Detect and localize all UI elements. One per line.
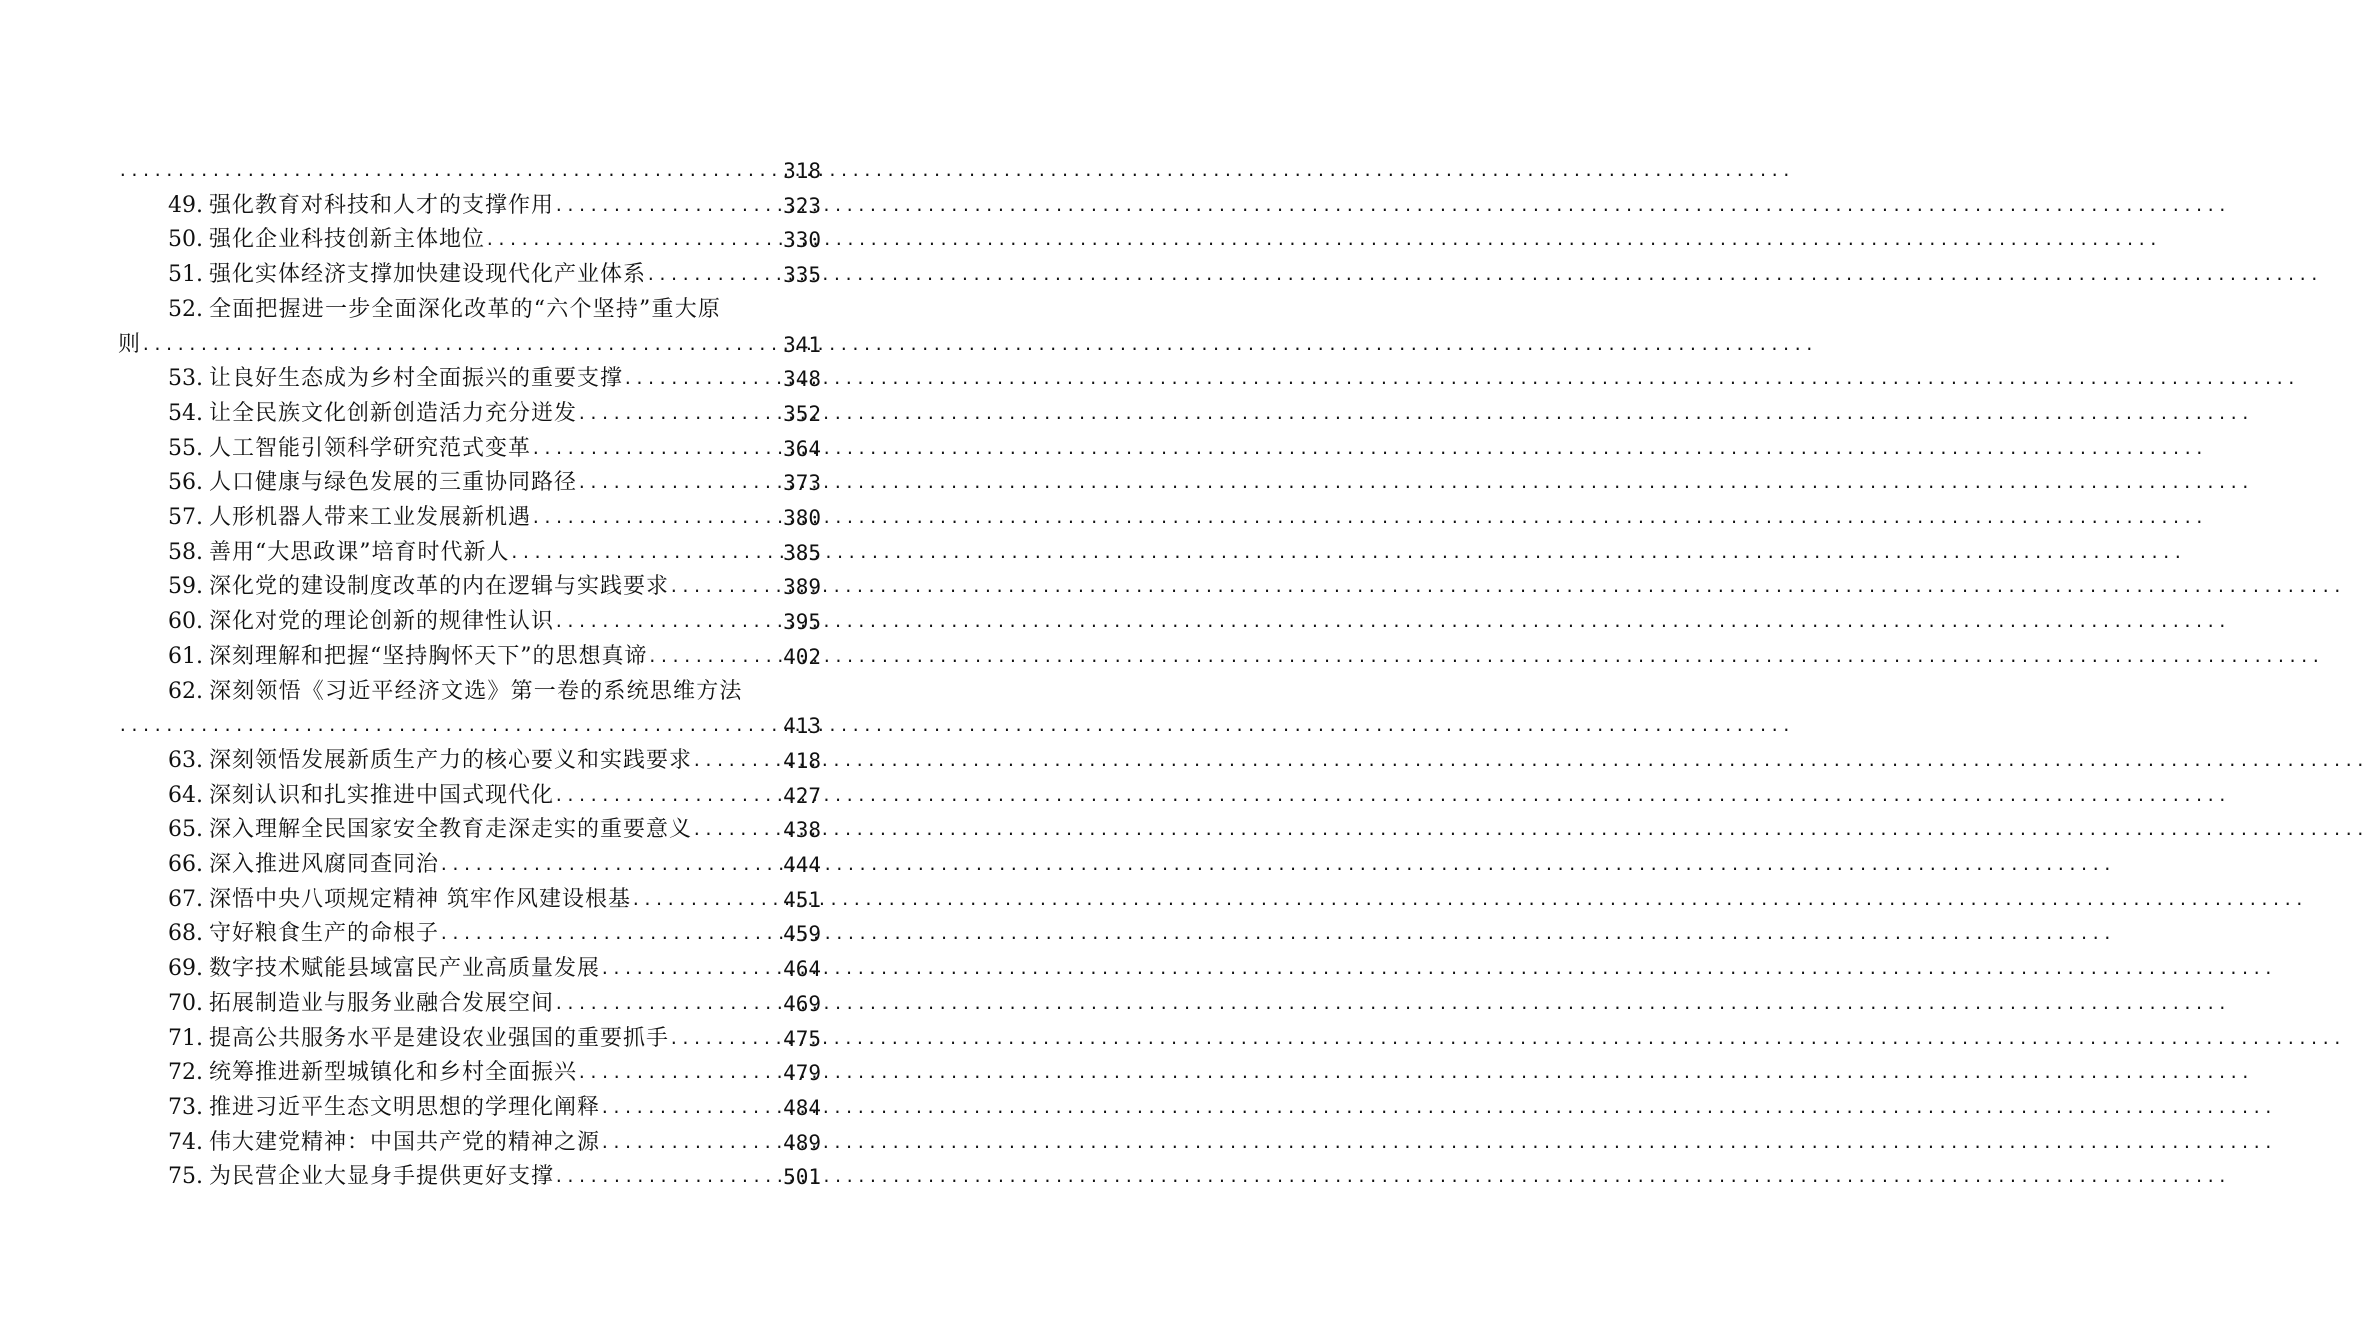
toc-dot-leader xyxy=(692,813,781,847)
toc-entry xyxy=(168,432,821,466)
toc-dot-leader xyxy=(141,328,781,362)
toc-dot-leader xyxy=(600,952,781,986)
toc-entry-number: 65. xyxy=(168,817,203,843)
toc-page-number: 373 xyxy=(783,471,821,496)
toc-entry-number: 75. xyxy=(168,1164,203,1190)
toc-page-number: 318 xyxy=(783,159,821,183)
toc-entry-title: 强化教育对科技和人才的支撑作用 xyxy=(209,192,555,218)
toc-entry-number: 64. xyxy=(168,782,203,808)
toc-entry-number: 60. xyxy=(168,609,203,635)
toc-dot-leader xyxy=(439,848,781,882)
toc-entry-number: 72. xyxy=(168,1060,203,1086)
toc-entry-title: 提高公共服务水平是建设农业强国的重要抓手 xyxy=(209,1025,670,1051)
toc-entry xyxy=(168,1022,821,1056)
toc-page-number: 330 xyxy=(783,228,821,253)
toc-entry-number: 54. xyxy=(168,400,203,426)
toc-entry xyxy=(168,258,821,292)
toc-entry-number: 68. xyxy=(168,921,203,947)
toc-dot-leader xyxy=(531,501,781,535)
toc-dot-leader xyxy=(577,397,781,431)
toc-entry-title: 让良好生态成为乡村全面振兴的重要支撑 xyxy=(209,366,624,392)
toc-page-number: 469 xyxy=(783,991,821,1016)
toc-entry-heading xyxy=(168,293,821,327)
toc-page-number: 427 xyxy=(783,783,821,808)
toc-entry xyxy=(168,570,821,604)
toc-entry-title: 深入理解全民国家安全教育走深走实的重要意义 xyxy=(209,817,693,843)
toc-page xyxy=(0,0,950,1344)
toc-entry xyxy=(168,466,821,500)
toc-dot-leader xyxy=(600,1091,781,1125)
toc-entry-title: 让全民族文化创新创造活力充分迸发 xyxy=(209,400,578,426)
toc-entry-title: 推进习近平生态文明思想的学理化阐释 xyxy=(209,1094,601,1120)
toc-dot-leader xyxy=(554,1160,781,1194)
toc-entry xyxy=(168,189,821,223)
toc-entry-number: 59. xyxy=(168,574,203,600)
toc-entry-continuation xyxy=(118,709,821,743)
toc-page-number: 323 xyxy=(783,193,821,218)
toc-entry-title: 深刻领悟发展新质生产力的核心要义和实践要求 xyxy=(209,747,693,773)
toc-entry xyxy=(168,813,821,847)
toc-entry xyxy=(168,1126,821,1160)
toc-page-number: 479 xyxy=(783,1061,821,1086)
toc-entry-number: 74. xyxy=(168,1129,203,1155)
toc-dot-leader xyxy=(631,883,781,917)
toc-entry-title: 人工智能引领科学研究范式变革 xyxy=(209,435,532,461)
toc-entry xyxy=(168,1091,821,1125)
toc-page-number: 335 xyxy=(783,263,821,288)
toc-page-number: 380 xyxy=(783,506,821,530)
toc-entry-heading xyxy=(168,675,821,709)
toc-dot-leader xyxy=(669,1022,781,1056)
toc-dot-leader xyxy=(554,987,781,1021)
toc-entry-number: 62. xyxy=(168,678,203,704)
toc-entry-number: 52. xyxy=(168,296,203,322)
toc-entry-title: 深刻领悟《习近平经济文选》第一卷的系统思维方法 xyxy=(209,678,743,704)
toc-entry-title: 则 xyxy=(118,331,142,357)
toc-entry-number: 58. xyxy=(168,539,203,565)
toc-dot-leader xyxy=(118,709,781,743)
toc-entry-title: 深刻认识和扎实推进中国式现代化 xyxy=(209,782,555,808)
toc-entry-title: 统筹推进新型城镇化和乡村全面振兴 xyxy=(209,1060,578,1086)
toc-entry xyxy=(168,1160,821,1194)
toc-page-number: 402 xyxy=(783,644,821,669)
toc-entry xyxy=(168,952,821,986)
toc-entry xyxy=(168,397,821,431)
toc-dot-leader xyxy=(554,779,781,813)
toc-entry-title: 守好粮食生产的命根子 xyxy=(209,921,440,947)
toc-entry-title: 深悟中央八项规定精神 筑牢作风建设根基 xyxy=(209,886,631,912)
toc-dot-leader xyxy=(669,570,781,604)
toc-dot-leader xyxy=(554,605,781,639)
toc-entry xyxy=(168,501,821,535)
toc-entry-title: 全面把握进一步全面深化改革的“六个坚持”重大原 xyxy=(209,296,722,322)
toc-entry-number: 49. xyxy=(168,192,203,218)
toc-page-number: 364 xyxy=(783,436,821,461)
toc-entry xyxy=(168,605,821,639)
toc-page-number: 459 xyxy=(783,922,821,947)
toc-dot-leader xyxy=(648,640,782,674)
toc-entry-title: 强化企业科技创新主体地位 xyxy=(209,227,486,253)
toc-entry-number: 66. xyxy=(168,852,203,877)
toc-entry-number: 67. xyxy=(168,886,203,912)
toc-entry-title: 为民营企业大显身手提供更好支撑 xyxy=(209,1164,555,1190)
toc-entry xyxy=(168,536,821,570)
toc-page-number: 385 xyxy=(783,540,821,565)
toc-dot-leader xyxy=(554,189,781,223)
toc-entry xyxy=(168,779,821,813)
toc-page-number: 413 xyxy=(783,714,821,739)
toc-page-number: 395 xyxy=(783,610,821,635)
toc-dot-leader xyxy=(646,258,781,292)
toc-entry-title: 人口健康与绿色发展的三重协同路径 xyxy=(209,470,578,496)
toc-dot-leader xyxy=(623,362,781,396)
toc-entry xyxy=(168,223,821,257)
toc-entry-number: 61. xyxy=(168,643,203,669)
toc-entry-number: 73. xyxy=(168,1094,203,1120)
toc-entry-number: 63. xyxy=(168,747,203,773)
toc-page-number: 389 xyxy=(783,575,821,600)
toc-page-number: 444 xyxy=(783,853,821,877)
toc-entry-title: 深入推进风腐同查同治 xyxy=(209,852,440,877)
toc-page-number: 352 xyxy=(783,401,821,426)
toc-page-number: 438 xyxy=(783,818,821,843)
toc-page-number: 484 xyxy=(783,1095,821,1120)
toc-page-number: 418 xyxy=(783,748,821,773)
toc-entry-continuation xyxy=(118,154,821,188)
toc-entry-number: 51. xyxy=(168,262,203,288)
toc-entry-title: 人形机器人带来工业发展新机遇 xyxy=(209,505,532,530)
toc-dot-leader xyxy=(485,223,781,257)
toc-entry-title: 善用“大思政课”培育时代新人 xyxy=(209,539,510,565)
toc-entry-title: 深刻理解和把握“坚持胸怀天下”的思想真谛 xyxy=(209,643,648,669)
toc-dot-leader xyxy=(577,466,781,500)
toc-entry xyxy=(168,1056,821,1090)
toc-entry-title: 拓展制造业与服务业融合发展空间 xyxy=(209,990,555,1016)
toc-entry-number: 71. xyxy=(168,1025,203,1051)
toc-entry-title: 深化对党的理论创新的规律性认识 xyxy=(209,609,555,635)
toc-page-number: 489 xyxy=(783,1130,821,1155)
toc-entry-number: 57. xyxy=(168,505,203,530)
toc-entry xyxy=(168,917,821,951)
toc-entry xyxy=(168,362,821,396)
toc-entry xyxy=(168,744,821,778)
toc-dot-leader xyxy=(531,432,781,466)
toc-dot-leader xyxy=(510,536,782,570)
toc-entry-continuation xyxy=(118,328,821,362)
toc-entry-number: 70. xyxy=(168,990,203,1016)
toc-entry-number: 50. xyxy=(168,227,203,253)
toc-dot-leader xyxy=(692,744,781,778)
toc-dot-leader xyxy=(439,917,781,951)
toc-entry-title: 伟大建党精神：中国共产党的精神之源 xyxy=(209,1129,601,1155)
toc-entry-title: 深化党的建设制度改革的内在逻辑与实践要求 xyxy=(209,574,670,600)
toc-dot-leader xyxy=(600,1126,781,1160)
toc-page-number: 475 xyxy=(783,1026,821,1051)
toc-page-number: 501 xyxy=(783,1165,821,1190)
toc-entry-title: 数字技术赋能县域富民产业高质量发展 xyxy=(209,956,601,982)
toc-entry xyxy=(168,640,821,674)
toc-page-number: 341 xyxy=(783,332,821,357)
toc-entry xyxy=(168,848,821,882)
toc-entry xyxy=(168,883,821,917)
toc-entry-number: 55. xyxy=(168,435,203,461)
toc-page-number: 451 xyxy=(783,887,821,912)
toc-entry-number: 56. xyxy=(168,470,203,496)
toc-dot-leader xyxy=(577,1056,781,1090)
toc-page-number: 348 xyxy=(783,367,821,392)
toc-page-number: 464 xyxy=(783,957,821,982)
toc-entry-number: 53. xyxy=(168,366,203,392)
toc-dot-leader xyxy=(118,154,781,188)
toc-entry-number: 69. xyxy=(168,956,203,982)
toc-entry-title: 强化实体经济支撑加快建设现代化产业体系 xyxy=(209,262,647,288)
toc-entry xyxy=(168,987,821,1021)
